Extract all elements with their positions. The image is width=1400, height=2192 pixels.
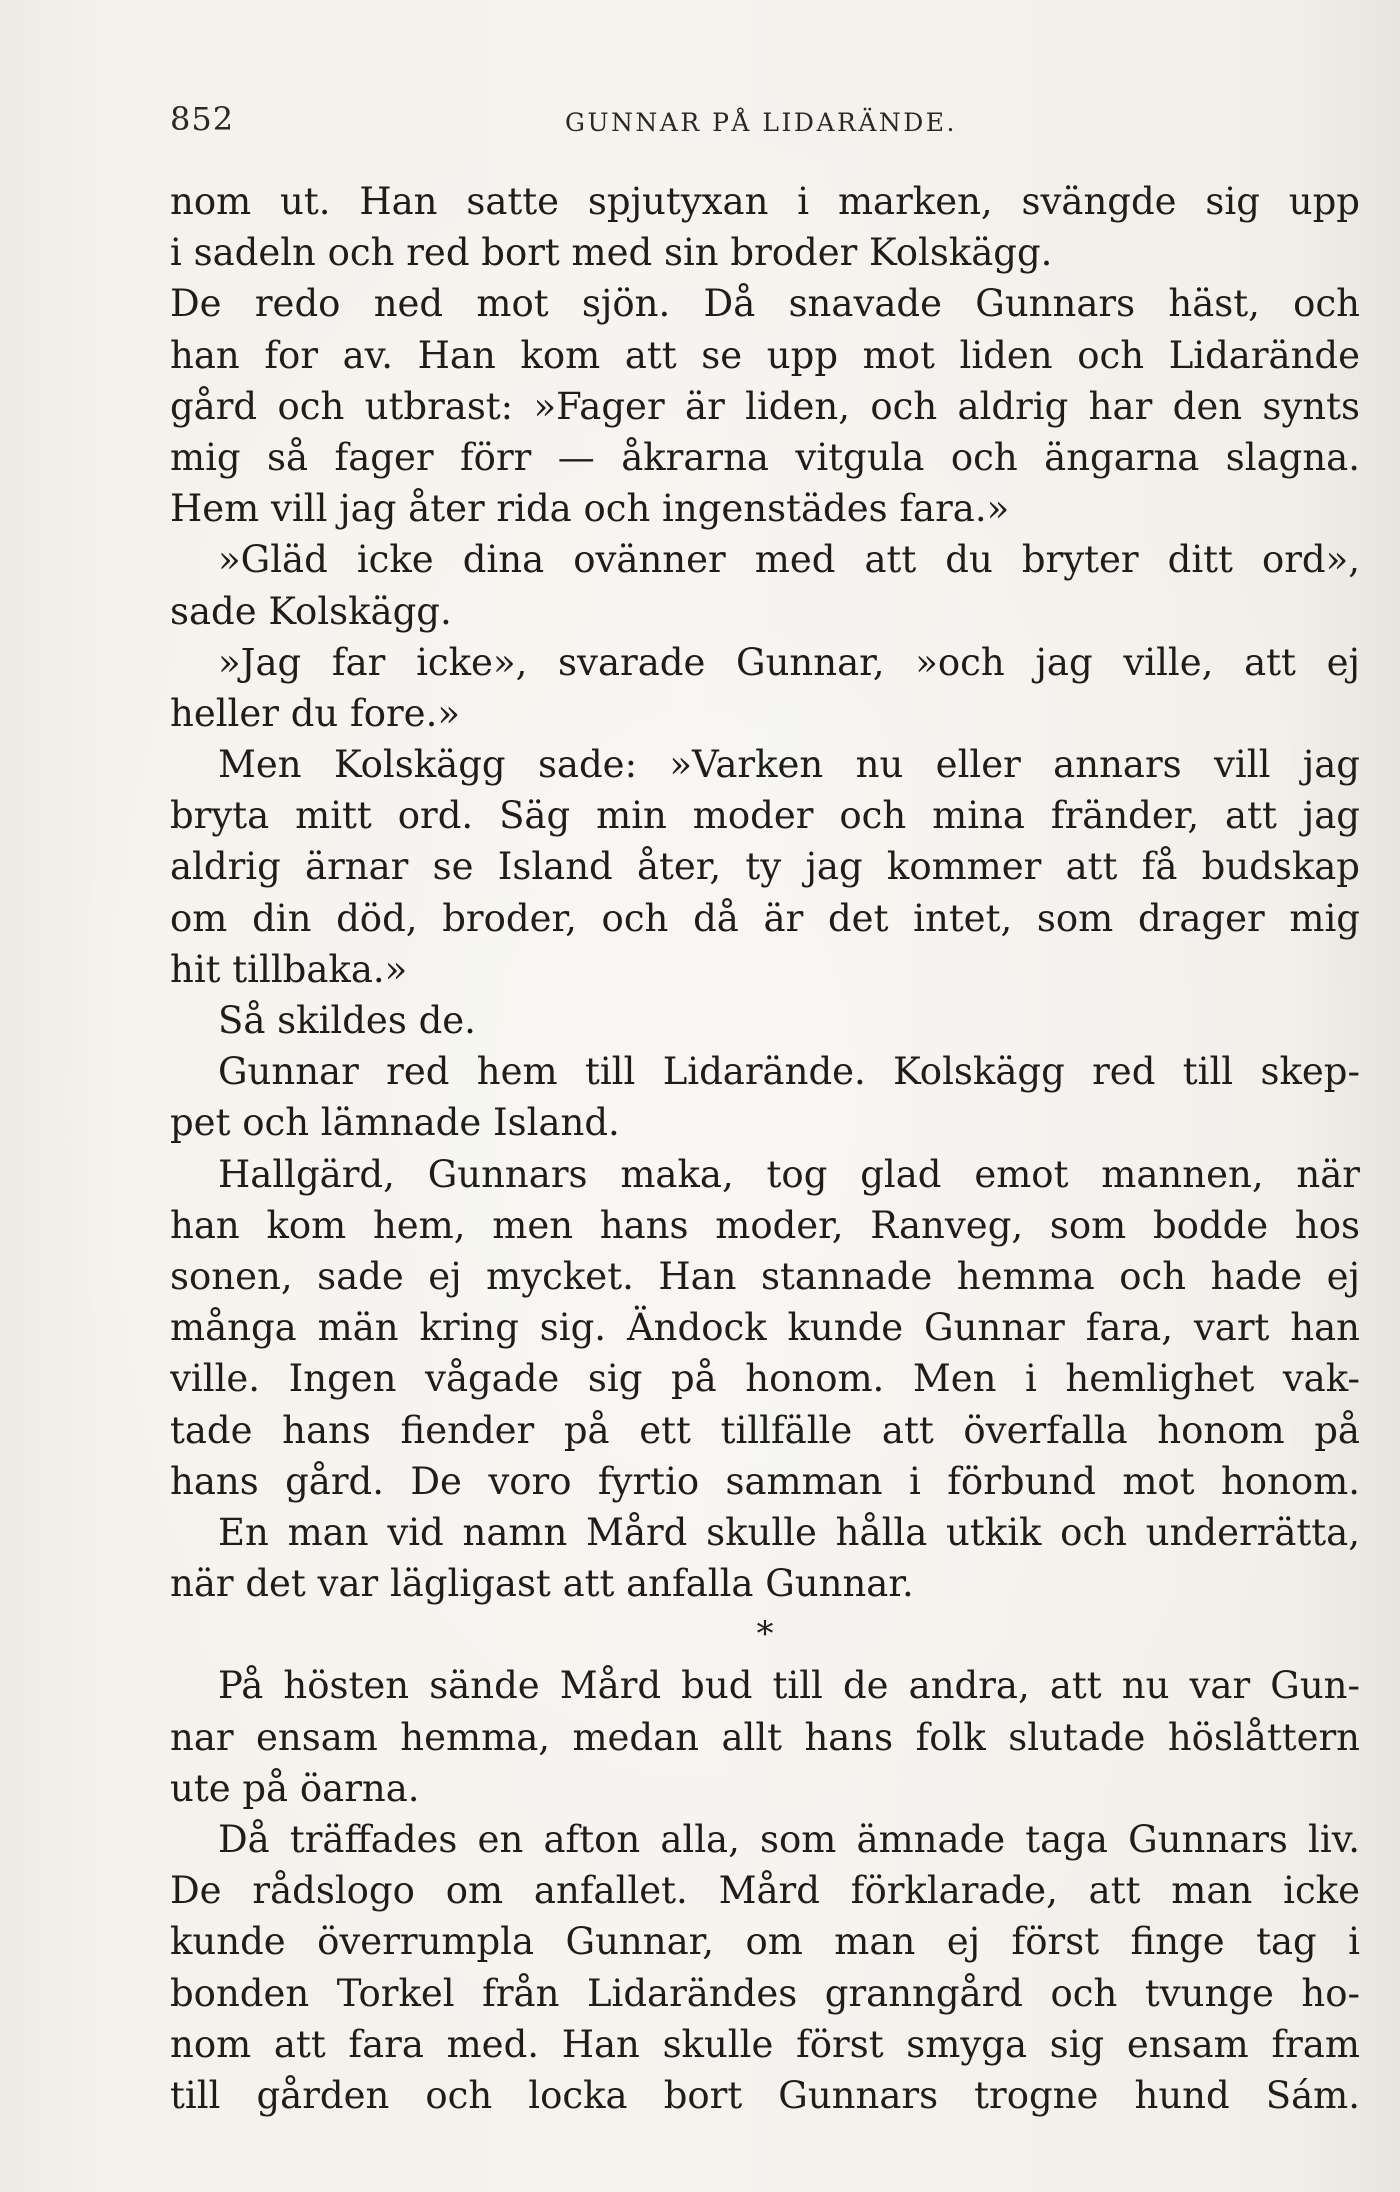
text-line: hit tillbaka.»	[170, 947, 408, 991]
text-line: när det var lägligast att anfalla Gunnar.	[170, 1562, 914, 1606]
text-line: »Gläd icke dina ovänner med att du bryter ditt ord»,	[218, 538, 1360, 582]
section-divider: *	[756, 1614, 774, 1655]
text-line: bonden Torkel från Lidarändes granngård och tvunge ho-	[170, 1971, 1360, 2015]
text-line: Då träffades en afton alla, som ämnade taga Gunnars liv.	[218, 1818, 1360, 1861]
text-line: De redo ned mot sjön. Då snavade Gunnars häst, och	[170, 282, 1360, 326]
text-line: nom ut. Han satte spjutyxan i marken, svängde sig upp	[170, 180, 1360, 223]
text-line: i sadeln och red bort med sin broder Kolskägg.	[170, 231, 1053, 275]
text-line: sade Kolskägg.	[170, 589, 452, 633]
text-line: På hösten sände Mård bud till de andra, att nu var Gun-	[218, 1664, 1360, 1708]
text-line: »Jag far icke», svarade Gunnar, »och jag ville, att ej	[218, 640, 1360, 684]
text-line: tade hans fiender på ett tillfälle att överfalla honom på	[170, 1408, 1360, 1452]
body-text	[170, 176, 1360, 2121]
text-line: många män kring sig. Ändock kunde Gunnar fara, vart han	[170, 1306, 1360, 1350]
page-header	[170, 100, 1360, 144]
text-line: En man vid namn Mård skulle hålla utkik och underrätta,	[218, 1510, 1360, 1554]
text-line: aldrig ärnar se Island åter, ty jag kommer att få budskap	[170, 845, 1360, 889]
text-line: De rådslogo om anfallet. Mård förklarade, att man icke	[170, 1869, 1360, 1913]
text-line: Hem vill jag åter rida och ingenstädes fara.»	[170, 487, 1010, 531]
running-head: GUNNAR PÅ LIDARÄNDE.	[565, 108, 958, 137]
text-line: nar ensam hemma, medan allt hans folk slutade höslåttern	[170, 1715, 1360, 1759]
text-line: mig så fager förr — åkrarna vitgula och ängarna slagna.	[170, 435, 1360, 479]
text-line: Men Kolskägg sade: »Varken nu eller annars vill jag	[218, 743, 1360, 787]
text-line: han for av. Han kom att se upp mot liden och Lidarände	[170, 333, 1360, 377]
text-line: om din död, broder, och då är det intet, som drager mig	[170, 896, 1360, 940]
text-line: gård och utbrast: »Fager är liden, och aldrig har den synts	[170, 384, 1360, 428]
text-line: Gunnar red hem till Lidarände. Kolskägg red till skep-	[218, 1050, 1360, 1094]
text-line: nom att fara med. Han skulle först smyga sig ensam fram	[170, 2022, 1360, 2066]
text-line: Hallgärd, Gunnars maka, tog glad emot mannen, när	[218, 1152, 1360, 1196]
text-line: bryta mitt ord. Säg min moder och mina fränder, att jag	[170, 794, 1360, 838]
text-line: ville. Ingen vågade sig på honom. Men i hemlighet vak-	[170, 1357, 1360, 1401]
text-line: heller du fore.»	[170, 691, 460, 735]
page-number: 852	[170, 100, 235, 138]
text-line: till gården och locka bort Gunnars trogne hund Sám.	[170, 2073, 1360, 2117]
text-line: hans gård. De voro fyrtio samman i förbund mot honom.	[170, 1459, 1360, 1503]
text-line: sonen, sade ej mycket. Han stannade hemma och hade ej	[170, 1254, 1360, 1298]
text-line: Så skildes de.	[218, 999, 476, 1042]
text-line: ute på öarna.	[170, 1766, 420, 1810]
text-line: pet och lämnade Island.	[170, 1101, 620, 1145]
text-line: han kom hem, men hans moder, Ranveg, som bodde hos	[170, 1203, 1360, 1247]
text-line: kunde överrumpla Gunnar, om man ej först finge tag i	[170, 1920, 1360, 1964]
